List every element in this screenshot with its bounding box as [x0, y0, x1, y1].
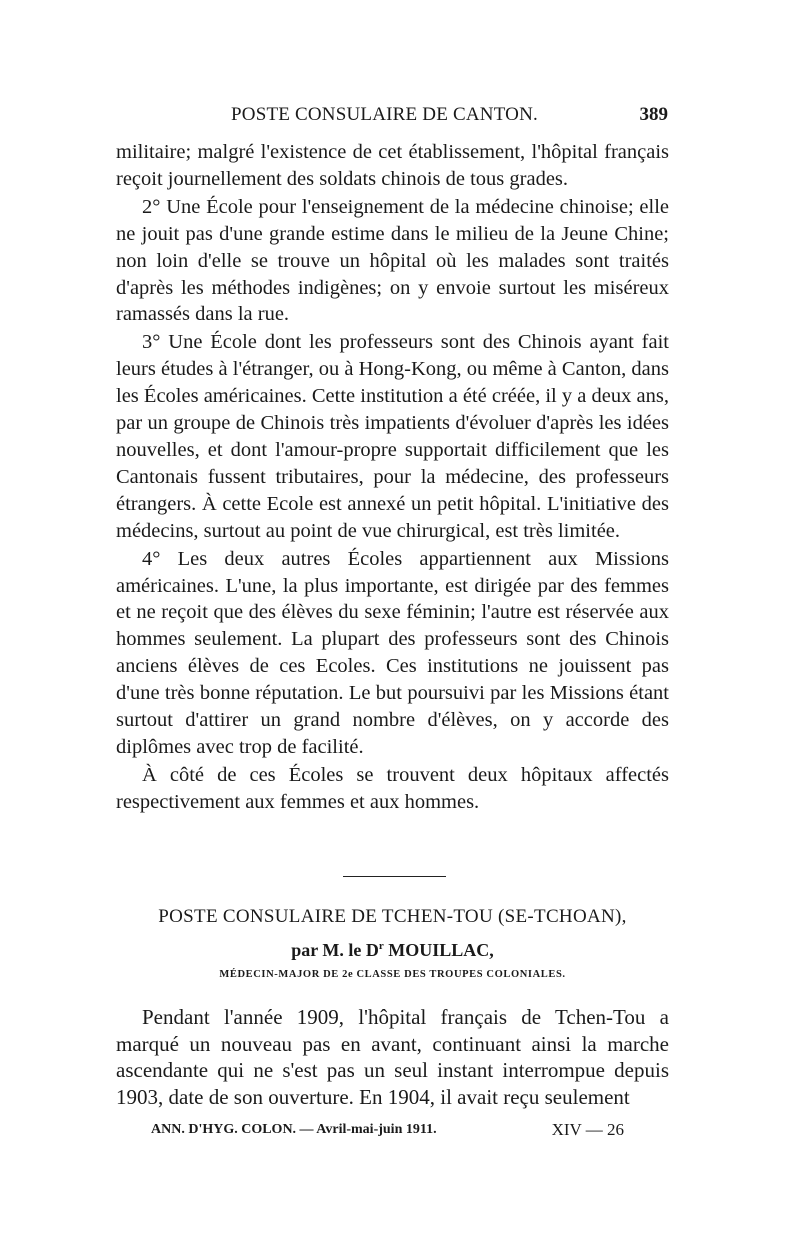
paragraph-item-3: 3° Une École dont les professeurs sont des Chinois ayant fait leurs études à l'étranger, ou à Hong-Kong, ou même à Canton, dans les Écoles américaines. Cette institution a été créée, il y a deux ans, par un groupe de Chinois très impatients d'évoluer d'après les idées nouvelles, et dont l'amour-propre supportait difficilement que les Cantonais fussent tributaires, pour la médecine, des professeurs étrangers. À cette Ecole est annexé un petit hôpital. L'initiative des médecins, surtout au point de vue chirurgical, est très limitée.: [116, 331, 669, 542]
paragraph-hospitals: À côté de ces Écoles se trouvent deux hôpitaux affectés respectivement aux femmes et aux hommes.: [116, 763, 669, 813]
paragraph-continuation: militaire; malgré l'existence de cet établissement, l'hôpital français reçoit journellement des soldats chinois de tous grades.: [116, 141, 669, 190]
page-number: 389: [639, 104, 668, 125]
section-title: POSTE CONSULAIRE DE TCHEN-TOU (SE-TCHOAN),: [158, 906, 627, 927]
author-name: MOUILLAC,: [383, 940, 494, 960]
section-paragraph: Pendant l'année 1909, l'hôpital français de Tchen-Tou a marqué un nouveau pas en avant, continuant ainsi la marche ascendante qui ne s'est pas un seul instant interrompue depuis 1903, date de son ouverture. En 1904, il avait reçu seulement: [116, 1005, 669, 1109]
running-title: POSTE CONSULAIRE DE CANTON.: [231, 104, 538, 125]
section-body: [116, 1004, 669, 1110]
paragraph-item-4: 4° Les deux autres Écoles appartiennent aux Missions américaines. L'une, la plus importante, est dirigée par des femmes et ne reçoit que des élèves du sexe féminin; l'autre est réservée aux hommes seulement. La plupart des professeurs sont des Chinois anciens élèves de ces Ecoles. Ces institutions ne jouissent pas d'une très bonne réputation. Le but poursuivi par les Missions étant surtout d'attirer un grand nombre d'élèves, on y accorde des diplômes avec trop de facilité.: [116, 547, 669, 758]
byline-superscript: r: [378, 940, 384, 952]
author-role: MÉDECIN-MAJOR DE 2e CLASSE DES TROUPES COLONIALES.: [219, 969, 566, 980]
running-header: [116, 104, 668, 130]
body-text: [116, 139, 669, 816]
signature-mark: XIV — 26: [551, 1120, 624, 1139]
paragraph-item-2: 2° Une École pour l'enseignement de la médecine chinoise; elle ne jouit pas d'une grande estime dans le milieu de la Jeune Chine; non loin d'elle se trouve un hôpital où les malades sont traités d'après les méthodes indigènes; on y envoie surtout les miséreux ramassés dans la rue.: [116, 195, 669, 326]
section-divider: [343, 876, 446, 877]
journal-reference: ANN. D'HYG. COLON. — Avril-mai-juin 1911.: [151, 1122, 437, 1137]
author-byline: [116, 940, 669, 961]
byline-prefix: par M. le D: [291, 940, 379, 960]
page-footer: [116, 1120, 669, 1142]
